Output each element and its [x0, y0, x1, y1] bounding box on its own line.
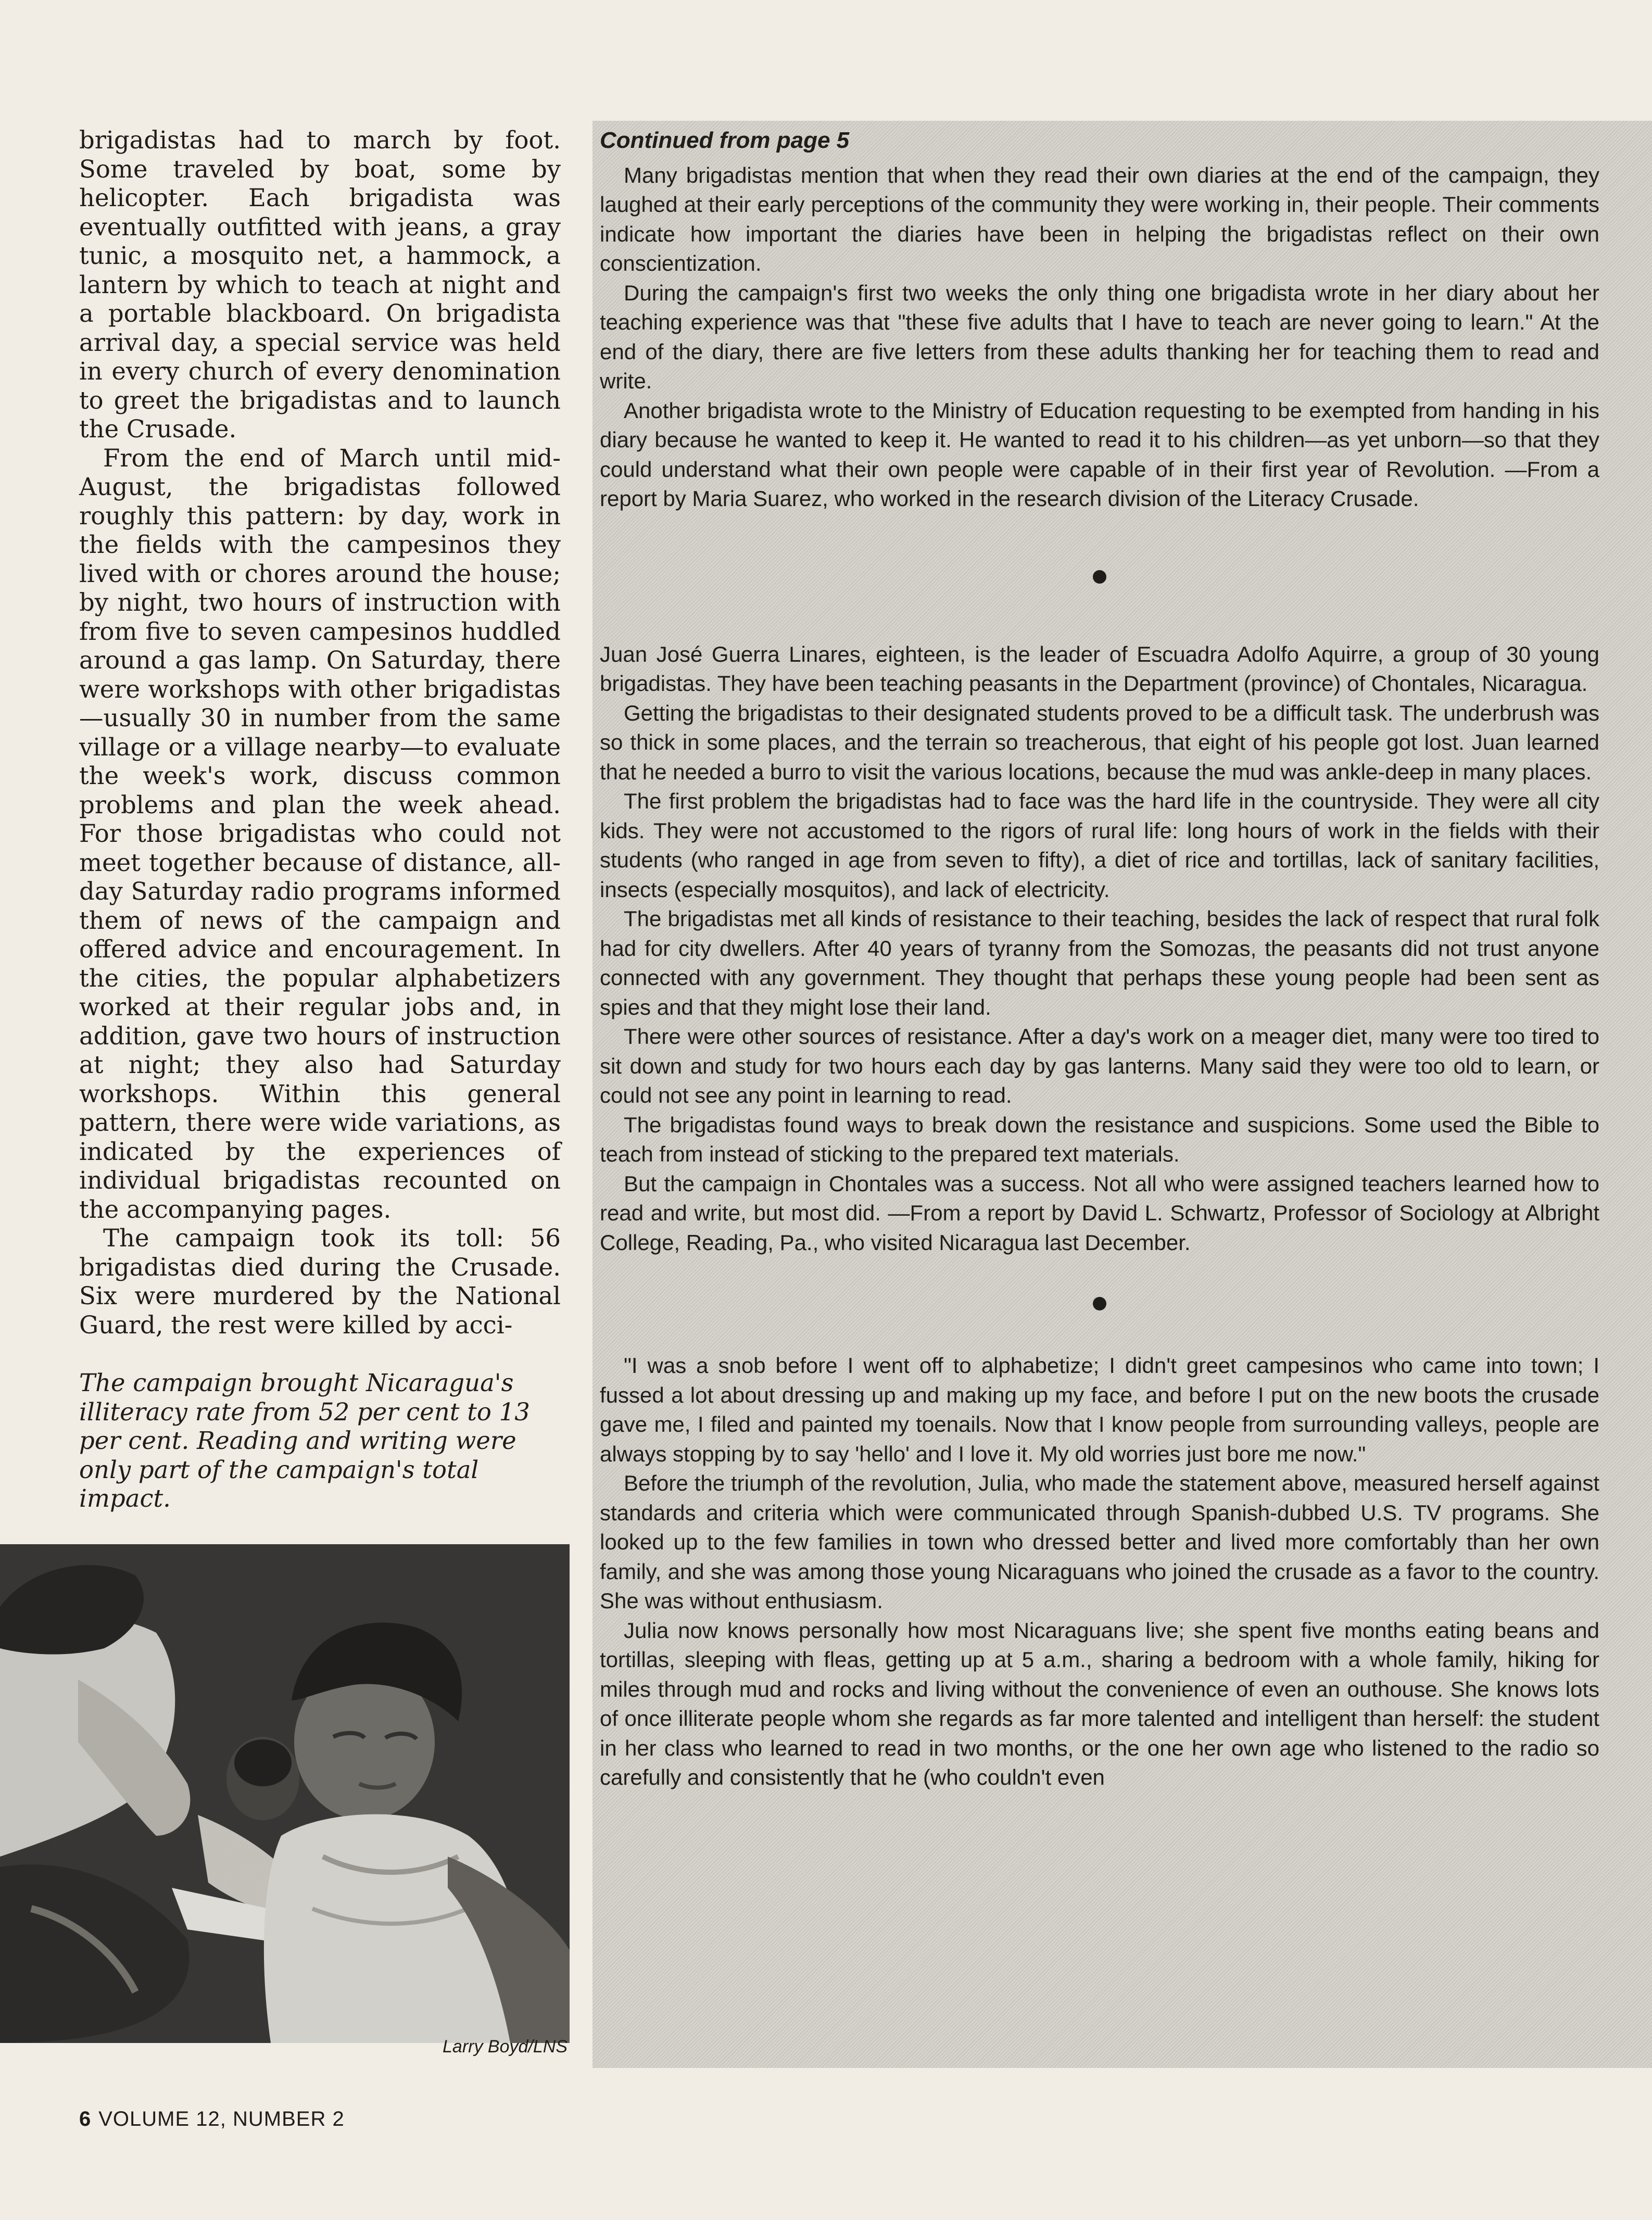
chontales-paragraph-7: But the campaign in Chontales was a success. Not all who were assigned teachers learned how to read and write, but most did. —From a report by David L. Schwartz, Professor of Sociology at Albright College, Reading, Pa., who visited Nicaragua last December. [600, 1171, 1599, 1255]
page-number: 6 [79, 2108, 92, 2130]
page-footer [79, 2108, 345, 2131]
diary-paragraph-3: Another brigadista wrote to the Ministry of Education requesting to be exempted from handing in his diary because he wanted to keep it. He wanted to read it to his children—as yet unborn—so that they could understand what their own people were capable of in their first year of Revolution. —From a report by Maria Suarez, who worked in the research division of the Literacy Crusade. [600, 398, 1599, 511]
chontales-paragraph-2: Getting the brigadistas to their designated students proved to be a difficult task. The underbrush was so thick in some places, and the terrain so treacherous, that eight of his people got lost. Juan learned that he needed a burro to visit the various locations, because the mud was ankle-deep in many places. [600, 700, 1599, 784]
right-column-article [600, 126, 1599, 1793]
julia-paragraph-1: "I was a snob before I went off to alphabetize; I didn't greet campesinos who came into town; I fussed a lot about dressing up and making up my face, and before I put on the new boots the crusade gave me, I filed and painted my toenails. Now that I know people from surrounding valleys, people are always stopping by to say 'hello' and I love it. My old worries just bore me now." [600, 1353, 1599, 1466]
chontales-paragraph-1: Juan José Guerra Linares, eighteen, is the leader of Escuadra Adolfo Aquirre, a group of 30 young brigadistas. They have been teaching peasants in the Department (province) of Chontales, Nicaragua. [600, 641, 1599, 696]
diary-paragraph-2: During the campaign's first two weeks the only thing one brigadista wrote in her diary about her teaching experience was that "these five adults that I have to teach are never going to learn." At the end of the diary, there are five letters from these adults thanking her for teaching them to read and write. [600, 280, 1599, 393]
left-paragraph-2: From the end of March until mid-August, the brigadistas followed roughly this pattern: by day, work in the fields with the campesinos they lived with or chores around the house; by night, two hours of instruction with from five to seven campesinos huddled around a gas lamp. On Saturday, there were workshops with other brigadistas—usually 30 in number from the same village or a village nearby—to evaluate the week's work, discuss common problems and plan the week ahead. For those brigadistas who could not meet together because of distance, all-day Saturday radio programs informed them of news of the campaign and offered advice and encouragement. In the cities, the popular alphabetizers worked at their regular jobs and, in addition, gave two hours of instruction at night; they also had Saturday workshops. Within this general pattern, there were wide variations, as indicated by the experiences of individual brigadistas recounted on the accompanying pages. [79, 444, 561, 1223]
chontales-paragraph-3: The first problem the brigadistas had to face was the hard life in the countryside. They were all city kids. They were not accustomed to the rigors of rural life: long hours of work in the fields with their students (who ranged in age from seven to fifty), a diet of rice and tortillas, lack of sanitary facilities, insects (especially mosquitos), and lack of electricity. [600, 789, 1599, 902]
diary-paragraph-1: Many brigadistas mention that when they read their own diaries at the end of the campaign, they laughed at their early perceptions of the community they were working in, their people. Their comments indicate how important the diaries have been in helping the brigadistas reflect on their own conscientization. [600, 162, 1599, 275]
photo-credit: Larry Boyd/LNS [443, 2037, 568, 2057]
chontales-paragraph-6: The brigadistas found ways to break down the resistance and suspicions. Some used the Bible to teach from instead of sticking to the prepared text materials. [600, 1112, 1599, 1166]
julia-paragraph-2: Before the triumph of the revolution, Julia, who made the statement above, measured herself against standards and criteria which were communicated through Spanish-dubbed U.S. TV programs. She looked up to the few families in town who dressed better and lived more comfortably than her own family, and she was among those young Nicaraguans who joined the crusade as a favor to the country. She was without enthusiasm. [600, 1471, 1599, 1613]
continued-from-label: Continued from page 5 [600, 128, 850, 153]
photo-literacy-lesson [0, 1544, 570, 2043]
bullet-dot-icon [1093, 570, 1106, 584]
bullet-dot-icon [1093, 1297, 1106, 1310]
pull-quote: The campaign brought Nicaragua's illiteracy rate from 52 per cent to 13 per cent. Reading and writing were only part of the campaign's total impact. [79, 1369, 530, 1512]
left-paragraph-1: brigadistas had to march by foot. Some traveled by boat, some by helicopter. Each brigadista was eventually outfitted with jeans, a gray tunic, a mosquito net, a hammock, a lantern by which to teach at night and a portable blackboard. On brigadista arrival day, a special service was held in every church of every denomination to greet the brigadistas and to launch the Crusade. [79, 126, 561, 443]
section-divider-bullet [600, 562, 1599, 591]
julia-paragraph-3: Julia now knows personally how most Nicaraguans live; she spent five months eating beans and tortillas, sleeping with fleas, getting up at 5 a.m., sharing a bedroom with a whole family, hiking for miles through mud and rocks and living without the convenience of even an outhouse. She knows lots of once illiterate people whom she regards as far more talented and intelligent than herself: the student in her class who learned to read in two months, or the one her own age who listened to the radio so carefully and consistently that he (who couldn't even [600, 1618, 1599, 1789]
left-column-article [79, 126, 561, 1513]
left-paragraph-3: The campaign took its toll: 56 brigadistas died during the Crusade. Six were murdered by the National Guard, the rest were killed by acci- [79, 1224, 561, 1339]
issue-label: VOLUME 12, NUMBER 2 [98, 2108, 345, 2130]
chontales-paragraph-4: The brigadistas met all kinds of resistance to their teaching, besides the lack of respect that rural folk had for city dwellers. After 40 years of tyranny from the Somozas, the peasants did not trust anyone connected with any government. They thought that perhaps these young people had been sent as spies and that they might lose their land. [600, 906, 1599, 1019]
section-divider-bullet [600, 1289, 1599, 1318]
chontales-paragraph-5: There were other sources of resistance. After a day's work on a meager diet, many were too tired to sit down and study for two hours each day by gas lanterns. Many said they were too old to learn, or could not see any point in learning to read. [600, 1024, 1599, 1107]
